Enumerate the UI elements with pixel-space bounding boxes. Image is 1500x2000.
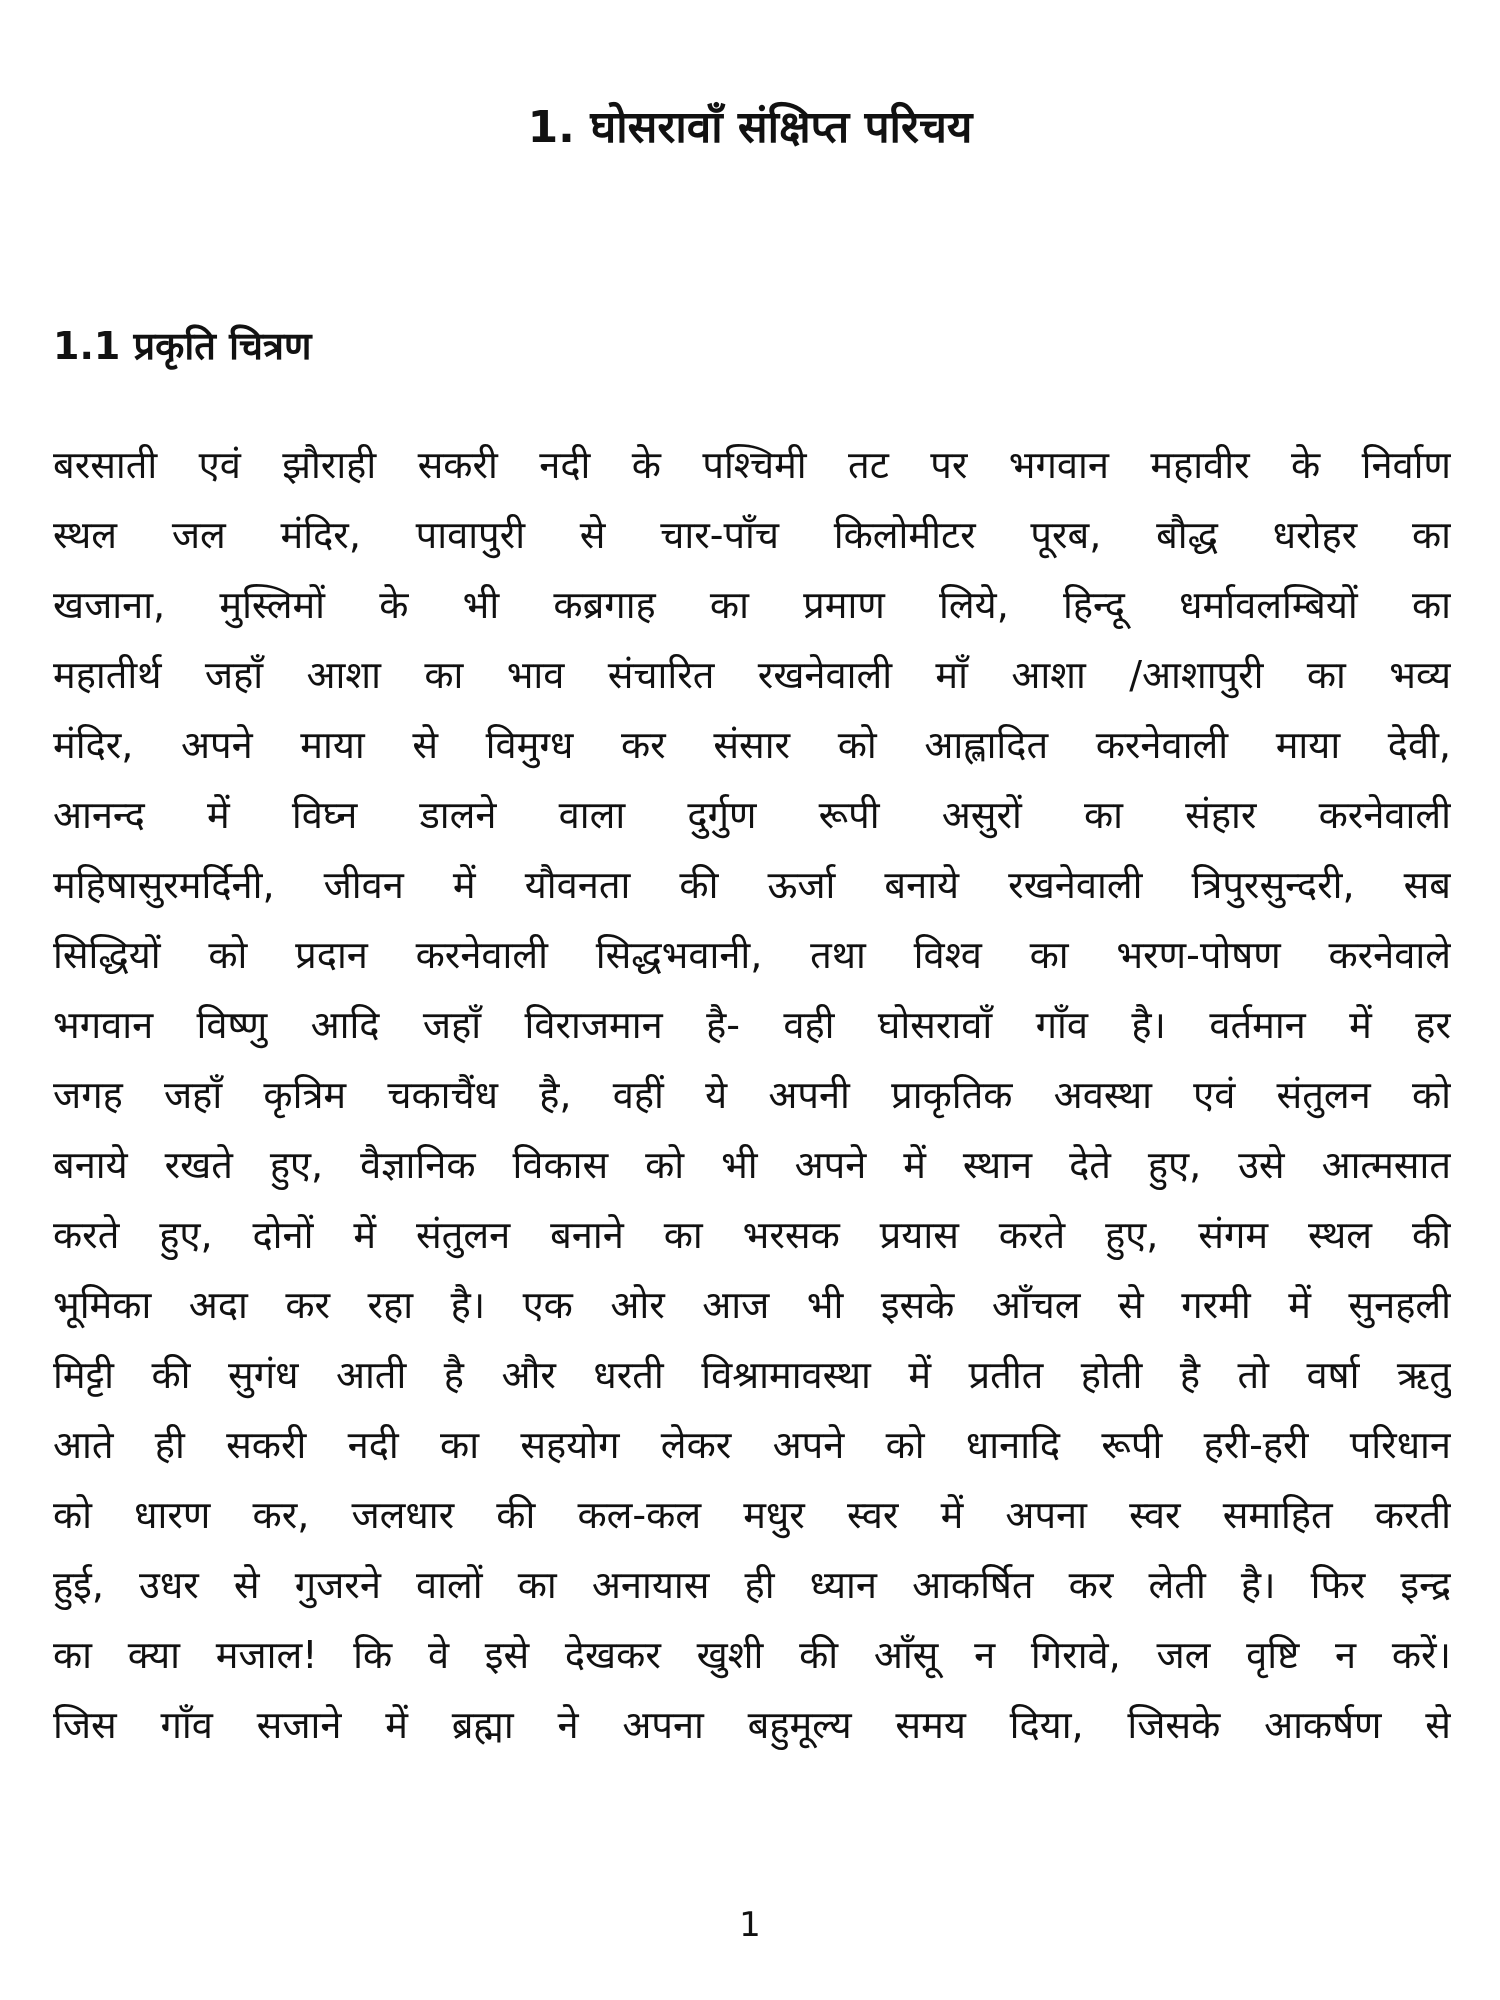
text-line: भूमिका अदा कर रहा है। एक ओर आज भी इसके आँचल से गरमी में सुनहली [53,1283,1451,1327]
page-number: 1 [739,1905,761,1945]
text-line: भगवान विष्णु आदि जहाँ विराजमान है- वही घोसरावाँ गाँव है। वर्तमान में हर [53,1003,1451,1047]
text-line: आते ही सकरी नदी का सहयोग लेकर अपने को धानादि रूपी हरी-हरी परिधान [53,1423,1451,1467]
text-line: मंदिर, अपने माया से विमुग्ध कर संसार को आह्लादित करनेवाली माया देवी, [53,723,1451,767]
text-line: आनन्द में विघ्न डालने वाला दुर्गुण रूपी असुरों का संहार करनेवाली [53,793,1451,837]
text-line: का क्या मजाल! कि वे इसे देखकर खुशी की आँसू न गिरावे, जल वृष्टि न करें। [53,1633,1451,1677]
text-line: हुई, उधर से गुजरने वालों का अनायास ही ध्यान आकर्षित कर लेती है। फिर इन्द्र [53,1563,1451,1607]
text-line: करते हुए, दोनों में संतुलन बनाने का भरसक प्रयास करते हुए, संगम स्थल की [53,1213,1451,1257]
text-line: महातीर्थ जहाँ आशा का भाव संचारित रखनेवाली माँ आशा /आशापुरी का भव्य [53,653,1451,697]
text-line: को धारण कर, जलधार की कल-कल मधुर स्वर में अपना स्वर समाहित करती [53,1493,1451,1537]
text-line: स्थल जल मंदिर, पावापुरी से चार-पाँच किलोमीटर पूरब, बौद्ध धरोहर का [53,513,1451,557]
text-line: जगह जहाँ कृत्रिम चकाचैंध है, वहीं ये अपनी प्राकृतिक अवस्था एवं संतुलन को [53,1073,1451,1117]
text-line: खजाना, मुस्लिमों के भी कब्रगाह का प्रमाण लिये, हिन्दू धर्मावलम्बियों का [53,583,1451,627]
section-heading: 1.1 प्रकृति चित्रण [53,324,312,368]
text-line: बरसाती एवं झौराही सकरी नदी के पश्चिमी तट पर भगवान महावीर के निर्वाण [53,443,1451,487]
text-line: बनाये रखते हुए, वैज्ञानिक विकास को भी अपने में स्थान देते हुए, उसे आत्मसात [53,1143,1451,1187]
chapter-title: 1. घोसरावाँ संक्षिप्त परिचय [527,102,973,153]
text-line: सिद्धियों को प्रदान करनेवाली सिद्धभवानी, तथा विश्व का भरण-पोषण करनेवाले [53,933,1451,977]
text-line: जिस गाँव सजाने में ब्रह्मा ने अपना बहुमूल्य समय दिया, जिसके आकर्षण से [53,1703,1451,1747]
body-paragraph [53,430,1451,1760]
text-line: महिषासुरमर्दिनी, जीवन में यौवनता की ऊर्जा बनाये रखनेवाली त्रिपुरसुन्दरी, सब [53,863,1451,907]
text-line: मिट्टी की सुगंध आती है और धरती विश्रामावस्था में प्रतीत होती है तो वर्षा ऋतु [53,1353,1451,1397]
